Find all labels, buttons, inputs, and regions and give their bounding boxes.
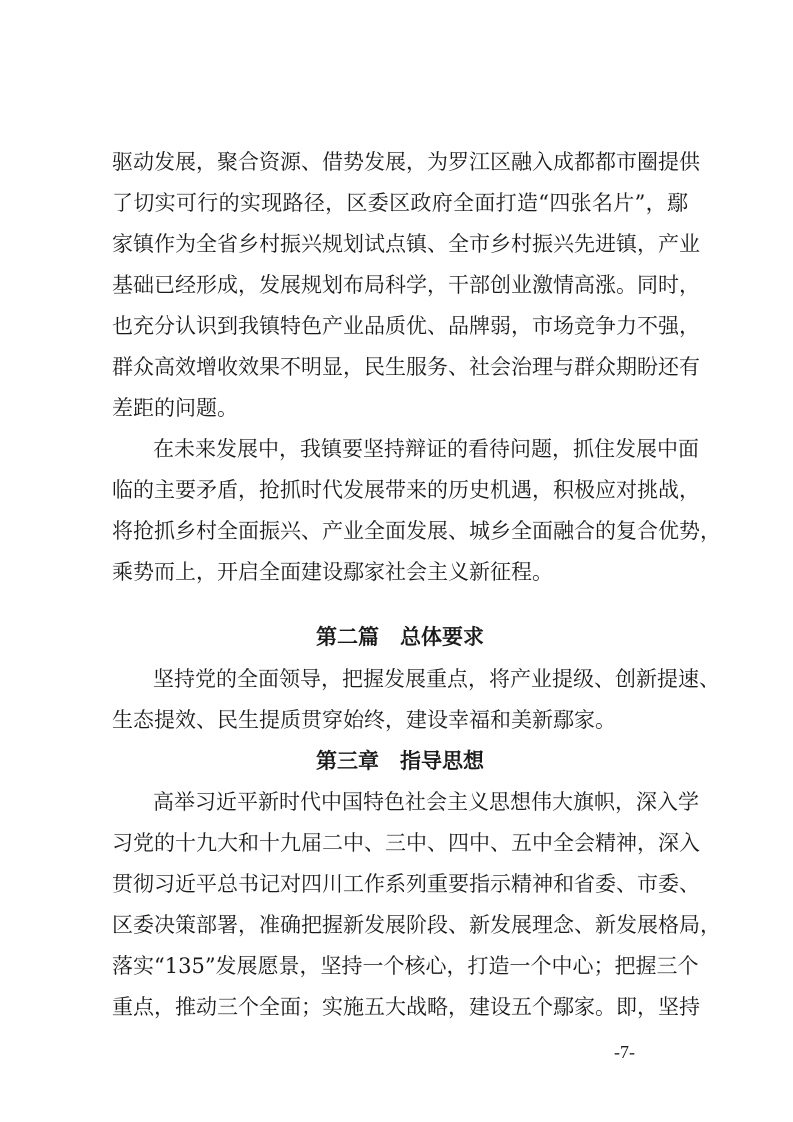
- paragraph-2-line-1: 在未来发展中，我镇要坚持辩证的看待问题，抓住发展中面: [153, 437, 699, 461]
- paragraph-1-line-4: 基础已经形成，发展规划布局科学，干部创业激情高涨。同时，: [112, 273, 700, 297]
- paragraph-1-line-5: 也充分认识到我镇特色产业品质优、品牌弱，市场竞争力不强，: [112, 314, 700, 338]
- paragraph-3-line-1: 坚持党的全面领导，把握发展重点，将产业提级、创新提速、: [153, 667, 720, 691]
- paragraph-2-line-2: 临的主要矛盾，抢抓时代发展带来的历史机遇，积极应对挑战，: [112, 478, 700, 502]
- paragraph-4-line-4: 区委决策部署，准确把握新发展阶段、新发展理念、新发展格局，: [112, 913, 721, 937]
- paragraph-1-line-1: 驱动发展，聚合资源、借势发展，为罗江区融入成都都市圈提供: [112, 150, 700, 174]
- paragraph-4-line-2: 习党的十九大和十九届二中、三中、四中、五中全会精神，深入: [112, 831, 700, 855]
- paragraph-1-line-3: 家镇作为全省乡村振兴规划试点镇、全市乡村振兴先进镇，产业: [112, 232, 700, 256]
- chapter-heading: 第三章 指导思想: [316, 748, 484, 773]
- page-number: -7-: [614, 1042, 635, 1062]
- paragraph-4-line-6: 重点，推动三个全面；实施五大战略，建设五个鄢家。即，坚持: [112, 995, 700, 1019]
- part-heading: 第二篇 总体要求: [316, 625, 484, 649]
- paragraph-3-line-2: 生态提效、民生提质贯穿始终，建设幸福和美新鄢家。: [112, 708, 616, 732]
- paragraph-4-line-5: 落实“135”发展愿景，坚持一个核心，打造一个中心；把握三个: [112, 954, 699, 978]
- paragraph-2-line-3: 将抢抓乡村全面振兴、产业全面发展、城乡全面融合的复合优势，: [112, 519, 721, 543]
- paragraph-2-line-4: 乘势而上，开启全面建设鄢家社会主义新征程。: [112, 560, 553, 584]
- paragraph-1-line-2: 了切实可行的实现路径，区委区政府全面打造“四张名片”，鄢: [112, 191, 688, 215]
- paragraph-1-line-7: 差距的问题。: [112, 396, 238, 420]
- paragraph-1-line-6: 群众高效增收效果不明显，民生服务、社会治理与群众期盼还有: [112, 355, 700, 379]
- paragraph-4-line-1: 高举习近平新时代中国特色社会主义思想伟大旗帜，深入学: [153, 790, 699, 814]
- paragraph-4-line-3: 贯彻习近平总书记对四川工作系列重要指示精神和省委、市委、: [112, 872, 700, 896]
